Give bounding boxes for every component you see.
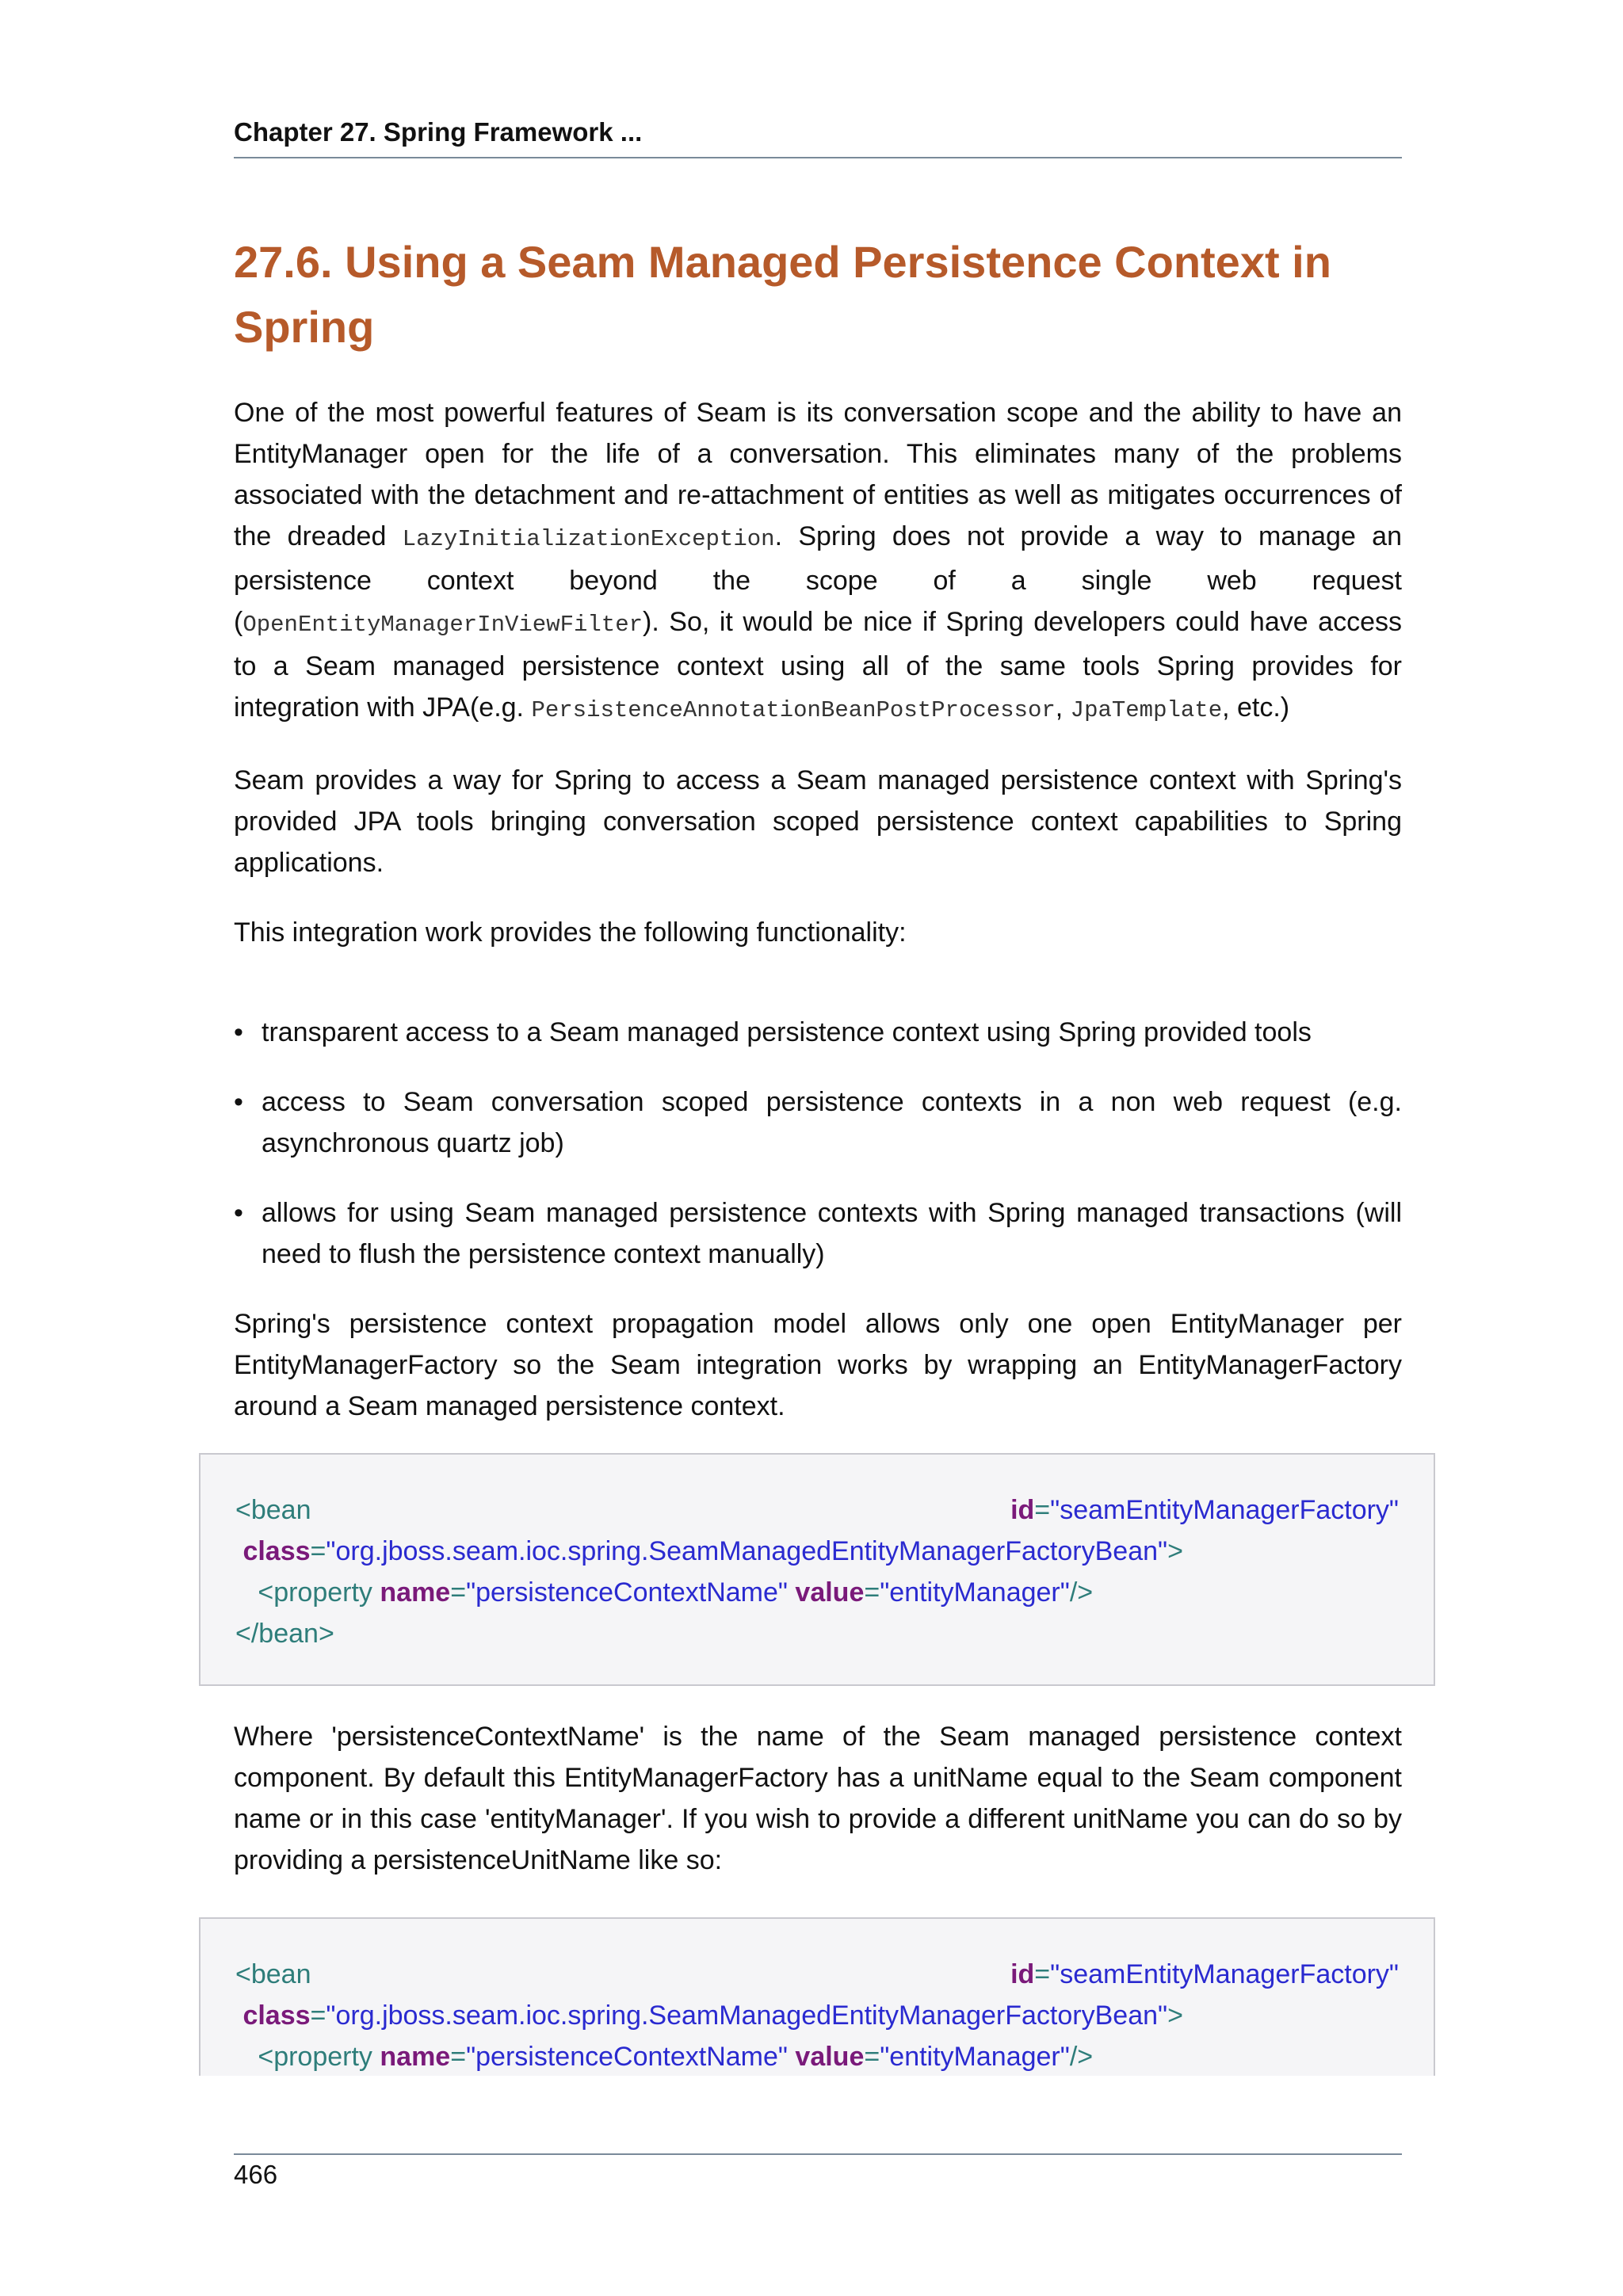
bullet-icon: • (234, 1017, 243, 1047)
inline-code: OpenEntityManagerInViewFilter (242, 612, 643, 638)
inline-code: JpaTemplate (1070, 697, 1223, 723)
code-line: class="org.jboss.seam.ioc.spring.SeamManagedEntityManagerFactoryBean"> (242, 1536, 1183, 1566)
paragraph-seam-provides: Seam provides a way for Spring to access a Seam managed persistence context with Spring's provided JPA tools bringing conversation scoped persistence context capabilities to Spring applications. (234, 765, 1402, 878)
code-line: <bean id="seamEntityManagerFactory" (235, 1495, 1399, 1525)
page-number: 466 (234, 2160, 278, 2189)
code-block-1 (199, 1453, 1435, 1686)
footer-divider (234, 2153, 1402, 2155)
inline-code: LazyInitializationException (402, 526, 775, 552)
header-divider (234, 157, 1402, 158)
running-header: Chapter 27. Spring Framework ... (234, 117, 643, 147)
code-line: </bean> (235, 1619, 334, 1649)
inline-code: PersistenceAnnotationBeanPostProcessor (531, 697, 1056, 723)
bullet-icon: • (234, 1198, 243, 1228)
paragraph-propagation-model: Spring's persistence context propagation model allows only one open EntityManager per EntityManagerFactory so the Seam integration works by wrapping an EntityManagerFactory around a Seam managed persistence context. (234, 1309, 1402, 1421)
code-block-2 (199, 1917, 1435, 2076)
code-line: class="org.jboss.seam.ioc.spring.SeamManagedEntityManagerFactoryBean"> (242, 2000, 1183, 2031)
paragraph-unitname: Where 'persistenceContextName' is the name of the Seam managed persistence context component. By default this EntityManagerFactory has a unitName equal to the Seam component name or in this case 'entityManager'. If you wish to provide a different unitName you can do so by providing a persistenceUnitName like so: (234, 1722, 1402, 1875)
code-line: <property name="persistenceContextName" value="entityManager"/> (258, 1577, 1094, 1608)
paragraph-intro: One of the most powerful features of Seam is its conversation scope and the ability to have an EntityManager open for the life of a conversation. This eliminates many of the problems associated with the detachment and re-attachment of entities as well as mitigates occurrences of the dreaded LazyInitializationException. Spring does not provide a way to manage an persistence context beyond the scope of a single web request (OpenEntityManagerInViewFilter). So, it would be nice if Spring developers could have access to a Seam managed persistence context using all of the same tools Spring provides for integration with JPA(e.g. PersistenceAnnotationBeanPostProcessor, JpaTemplate, etc.) (234, 398, 1402, 723)
paragraph-functionality-intro: This integration work provides the following functionality: (234, 917, 907, 948)
body-content (234, 392, 1402, 1427)
list-item: • allows for using Seam managed persistence contexts with Spring managed transactions (will need to flush the persistence context manually) (234, 1192, 1402, 1275)
list-item: • transparent access to a Seam managed persistence context using Spring provided tools (234, 1012, 1402, 1053)
section-title: 27.6. Using a Seam Managed Persistence Context in Spring (234, 237, 1331, 352)
functionality-list (234, 1012, 1402, 1275)
code-line: <bean id="seamEntityManagerFactory" (235, 1959, 1399, 1989)
code-line: <property name="persistenceContextName" value="entityManager"/> (258, 2042, 1094, 2072)
list-item: • access to Seam conversation scoped persistence contexts in a non web request (e.g. asynchronous quartz job) (234, 1081, 1402, 1164)
bullet-icon: • (234, 1087, 243, 1117)
